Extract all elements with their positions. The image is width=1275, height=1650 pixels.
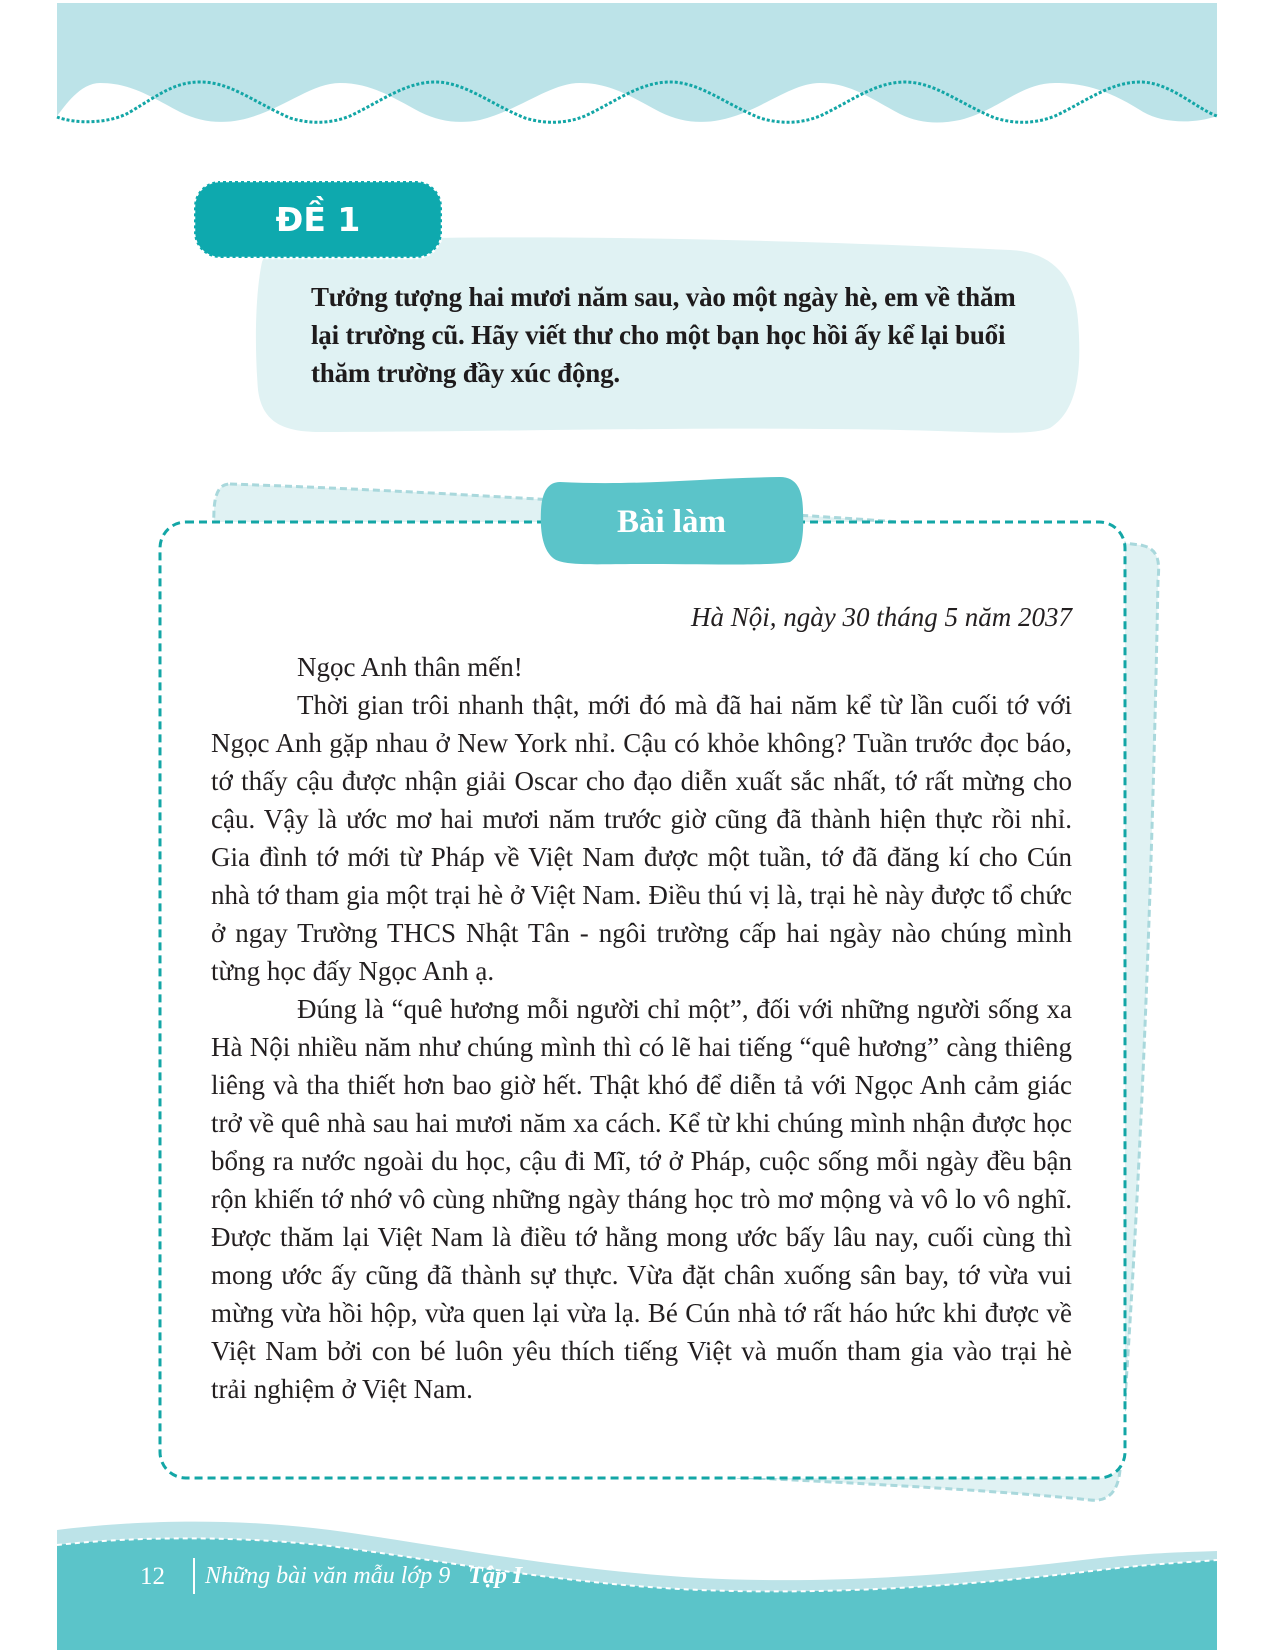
- book-volume: Tập I: [468, 1563, 523, 1589]
- page-number: 12: [140, 1563, 165, 1590]
- header-wave-band: [57, 3, 1217, 122]
- exercise-label: ĐỀ 1: [275, 200, 361, 239]
- footer-wave-teal: [57, 1538, 1217, 1650]
- book-title: Những bài văn mẫu lớp 9: [205, 1563, 451, 1589]
- letter-paragraph: Đúng là “quê hương mỗi người chỉ một”, đối với những người sống xa Hà Nội nhiều năm như chúng mình thì có lẽ hai tiếng “quê hương” càng thiêng liêng và tha thiết hơn bao giờ hết. Thật khó để diễn tả với Ngọc Anh cảm giác trở về quê nhà sau hai mươi năm xa cách. Kể từ khi chúng mình nhận được học bổng ra nước ngoài du học, cậu đi Mĩ, tớ ở Pháp, cuộc sống mỗi ngày đều bận rộn khiến tớ nhớ vô cùng những ngày tháng học trò mơ mộng và vô lo vô nghĩ. Được thăm lại Việt Nam là điều tớ hằng mong ước bấy lâu nay, cuối cùng thì mong ước ấy cũng đã thành sự thực. Vừa đặt chân xuống sân bay, tớ vừa vui mừng vừa hồi hộp, vừa quen lại vừa lạ. Bé Cún nhà tớ rất háo hức khi được về Việt Nam bởi con bé luôn yêu thích tiếng Việt và muốn tham gia vào trại hè trải nghiệm ở Việt Nam.: [211, 994, 1072, 1404]
- exercise-badge: [194, 181, 442, 258]
- answer-badge: [541, 480, 802, 565]
- letter-body: [211, 648, 1072, 1408]
- letter-paragraph: Thời gian trôi nhanh thật, mới đó mà đã hai năm kể từ lần cuối tớ với Ngọc Anh gặp nhau ở New York nhỉ. Cậu có khỏe không? Tuần trước đọc báo, tớ thấy cậu được nhận giải Oscar cho đạo diễn xuất sắc nhất, tớ rất mừng cho cậu. Vậy là ước mơ hai mươi năm trước giờ cũng đã thành hiện thực rồi nhỉ. Gia đình tớ mới từ Pháp về Việt Nam được một tuần, tớ đã đăng kí cho Cún nhà tớ tham gia một trại hè ở Việt Nam. Điều thú vị là, trại hè này được tổ chức ở ngay Trường THCS Nhật Tân - ngôi trường cấp hai ngày nào chúng mình từng học đấy Ngọc Anh ạ.: [211, 690, 1072, 986]
- footer-book-title: [205, 1560, 522, 1592]
- footer-divider: [193, 1558, 195, 1594]
- exercise-prompt: Tưởng tượng hai mươi năm sau, vào một ngày hè, em về thăm lại trường cũ. Hãy viết thư cho một bạn học hồi ấy kể lại buổi thăm trường đầy xúc động.: [311, 282, 1016, 388]
- answer-label: Bài làm: [616, 504, 727, 540]
- letter-salutation: Ngọc Anh thân mến!: [297, 652, 523, 682]
- letter-date: Hà Nội, ngày 30 tháng 5 năm 2037: [691, 602, 1072, 632]
